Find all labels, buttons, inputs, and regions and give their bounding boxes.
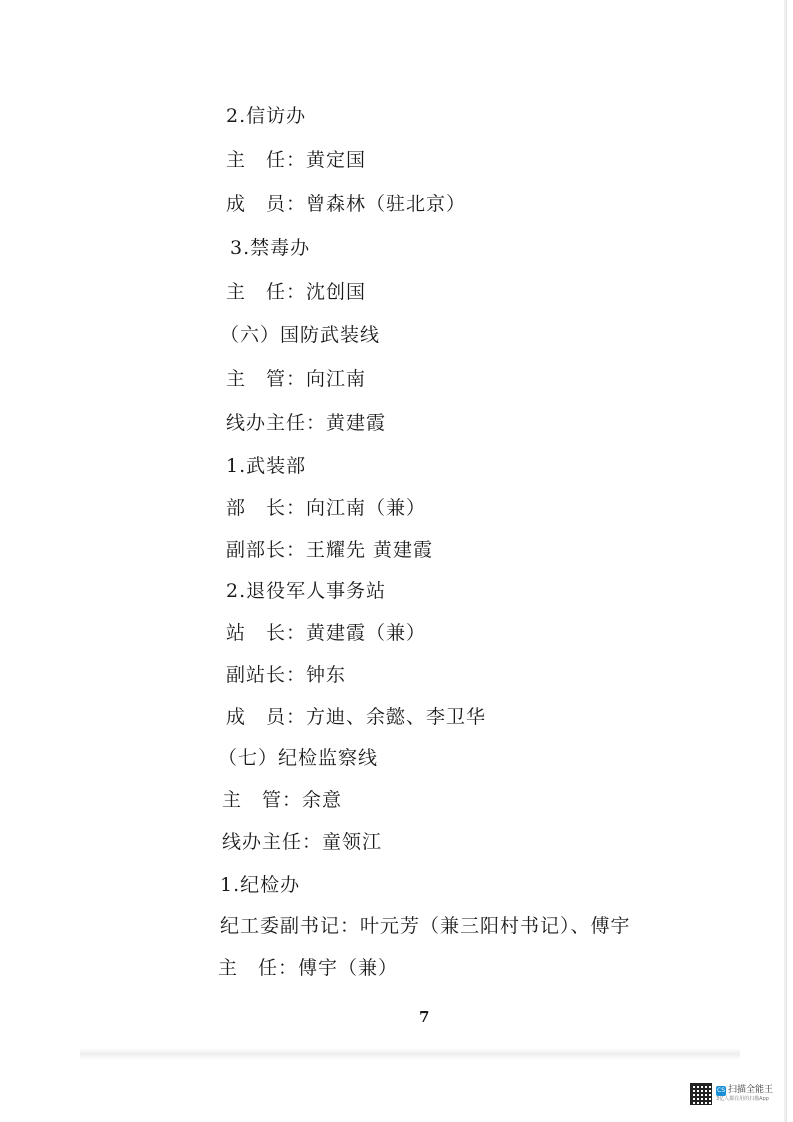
- camscanner-logo-icon: CS: [717, 1086, 725, 1094]
- scanner-watermark: [690, 1082, 784, 1106]
- line-veterans-deputy: 副站长：钟东: [226, 664, 347, 686]
- line-wuzhuang-minister: 部 长：向江南（兼）: [226, 497, 427, 519]
- line-wuzhuang-deputy: 副部长：王耀先 黄建霞: [226, 539, 434, 561]
- line-veterans-heading: 2.退役军人事务站: [226, 580, 387, 602]
- line-jijian-heading: 1.纪检办: [220, 874, 301, 896]
- line-veterans-chief: 站 长：黄建霞（兼）: [226, 622, 427, 644]
- line-xinfang-director: 主 任：黄定国: [226, 149, 367, 171]
- line-section-six-heading: （六）国防武装线: [220, 324, 381, 346]
- line-xinfang-member: 成 员：曾森林（驻北京）: [226, 193, 467, 215]
- line-jijian-deputy-secretary: 纪工委副书记：叶元芳（兼三阳村书记）、傅宇: [220, 915, 631, 937]
- line-jindu-heading: 3.禁毒办: [230, 237, 311, 259]
- line-section-seven-heading: （七）纪检监察线: [218, 747, 379, 769]
- page-edge-shadow: [784, 0, 787, 1122]
- line-guofang-supervisor: 主 管：向江南: [226, 368, 367, 390]
- page-number: 7: [419, 1008, 430, 1026]
- line-guofang-office-director: 线办主任：黄建霞: [226, 412, 387, 434]
- watermark-subtitle: 3亿人都在用的扫描App: [716, 1096, 769, 1102]
- watermark-title-row: [716, 1085, 773, 1096]
- qr-code-icon: [690, 1083, 712, 1105]
- watermark-title: 扫描全能王: [728, 1085, 774, 1095]
- line-jijian-supervisor: 主 管：余意: [222, 789, 343, 811]
- line-jindu-director: 主 任：沈创国: [226, 281, 367, 303]
- watermark-text: [716, 1085, 773, 1103]
- line-jijian-office-director: 线办主任：童领江: [222, 831, 383, 853]
- line-wuzhuang-heading: 1.武装部: [226, 455, 307, 477]
- line-xinfang-heading: 2.信访办: [226, 105, 307, 127]
- line-jijian-director: 主 任：傅宇（兼）: [218, 957, 399, 979]
- line-veterans-members: 成 员：方迪、余懿、李卫华: [226, 706, 487, 728]
- scan-artifact: [80, 1048, 740, 1060]
